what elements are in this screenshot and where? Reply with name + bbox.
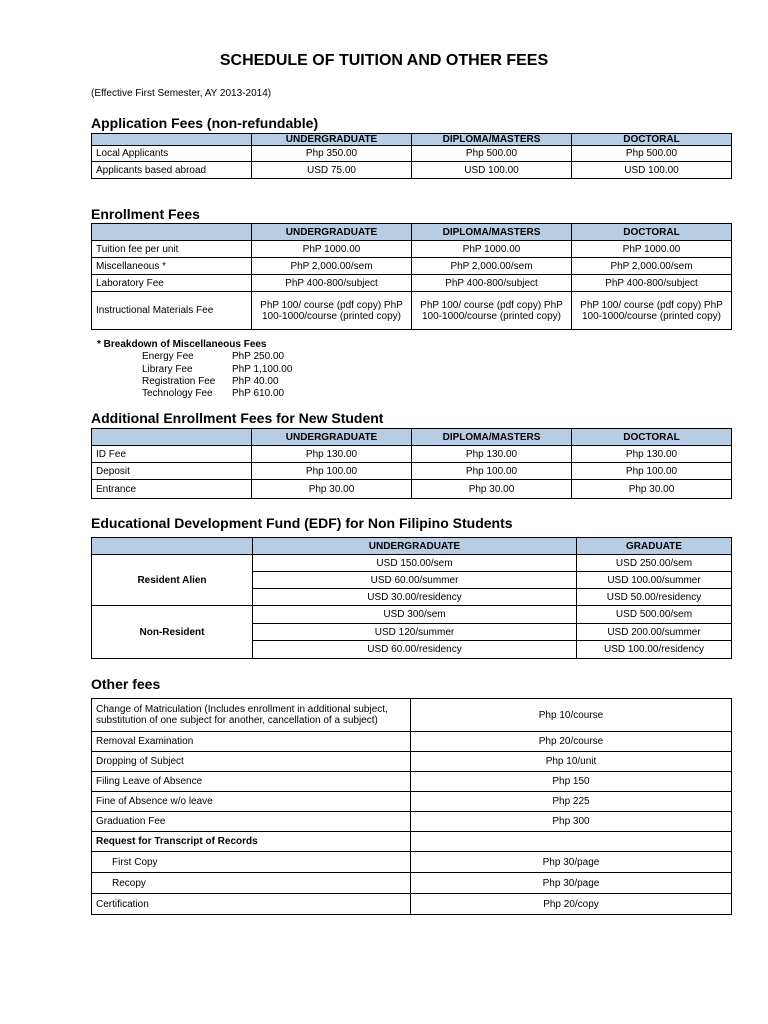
row-label: Request for Transcript of Records [92, 832, 411, 852]
fee-cell: USD 120/summer [253, 624, 577, 641]
list-item [97, 388, 292, 400]
application-fees-table [91, 133, 732, 179]
group-label: Non-Resident [92, 606, 253, 659]
breakdown-value: PhP 250.00 [232, 351, 285, 363]
fee-cell: Php 225 [411, 792, 732, 812]
fee-cell: PhP 2,000.00/sem [572, 258, 732, 275]
header-blank [92, 538, 253, 555]
edf-table [91, 537, 732, 659]
table-row [92, 480, 732, 499]
row-label: Deposit [92, 463, 252, 480]
table-row [92, 832, 732, 852]
fee-cell: Php 150 [411, 772, 732, 792]
misc-breakdown [97, 339, 292, 400]
table-row [92, 275, 732, 292]
fee-cell: PhP 100/ course (pdf copy) PhP 100-1000/course (printed copy) [252, 292, 412, 330]
fee-cell: PhP 1000.00 [572, 241, 732, 258]
page-title: SCHEDULE OF TUITION AND OTHER FEES [219, 52, 549, 69]
fee-cell: Php 300 [411, 812, 732, 832]
fee-cell: USD 100.00/residency [577, 641, 732, 659]
row-label: Tuition fee per unit [92, 241, 252, 258]
table-row [92, 606, 732, 624]
fee-cell: USD 50.00/residency [577, 589, 732, 606]
fee-cell: USD 300/sem [253, 606, 577, 624]
list-item [97, 376, 292, 388]
row-label: Laboratory Fee [92, 275, 252, 292]
row-label: Recopy [92, 873, 411, 894]
fee-cell: Php 30.00 [252, 480, 412, 499]
fee-cell: USD 200.00/summer [577, 624, 732, 641]
table-row [92, 772, 732, 792]
fee-cell: Php 130.00 [412, 446, 572, 463]
table-row [92, 852, 732, 873]
fee-cell: Php 100.00 [252, 463, 412, 480]
row-label: Fine of Absence w/o leave [92, 792, 411, 812]
table-row [92, 162, 732, 179]
row-label: Filing Leave of Absence [92, 772, 411, 792]
column-header: DOCTORAL [572, 224, 732, 241]
fee-cell: PhP 1000.00 [412, 241, 572, 258]
column-header: DIPLOMA/MASTERS [412, 134, 572, 146]
fee-cell: Php 10/unit [411, 752, 732, 772]
table-row [92, 292, 732, 330]
fee-cell: Php 20/course [411, 732, 732, 752]
fee-cell: PhP 100/ course (pdf copy) PhP 100-1000/course (printed copy) [572, 292, 732, 330]
other-fees-heading: Other fees [91, 676, 161, 692]
fee-cell: Php 130.00 [252, 446, 412, 463]
fee-cell: Php 100.00 [572, 463, 732, 480]
fee-cell: PhP 100/ course (pdf copy) PhP 100-1000/course (printed copy) [412, 292, 572, 330]
row-label: Entrance [92, 480, 252, 499]
table-row [92, 446, 732, 463]
table-row [92, 555, 732, 572]
breakdown-label: Technology Fee [142, 388, 213, 400]
fee-cell: Php 20/copy [411, 894, 732, 915]
column-header: DIPLOMA/MASTERS [412, 224, 572, 241]
group-label: Resident Alien [92, 555, 253, 606]
edf-heading: Educational Development Fund (EDF) for Non Filipino Students [91, 515, 513, 531]
row-label: Instructional Materials Fee [92, 292, 252, 330]
fee-cell: Php 130.00 [572, 446, 732, 463]
fee-cell [411, 832, 732, 852]
table-row [92, 752, 732, 772]
row-label: Change of Matriculation (Includes enrollment in additional subject, substitution of one subject for another, cancellation of a subject) [92, 699, 411, 732]
column-header: UNDERGRADUATE [252, 134, 412, 146]
enrollment-fees-table [91, 223, 732, 330]
breakdown-value: PhP 40.00 [232, 375, 279, 387]
fee-cell: Php 100.00 [412, 463, 572, 480]
row-label: Dropping of Subject [92, 752, 411, 772]
fee-cell: USD 60.00/residency [253, 641, 577, 659]
fee-cell: Php 10/course [411, 699, 732, 732]
table-row [92, 732, 732, 752]
fee-cell: PhP 2,000.00/sem [252, 258, 412, 275]
row-label: ID Fee [92, 446, 252, 463]
table-row [92, 146, 732, 162]
fee-cell: Php 30.00 [412, 480, 572, 499]
breakdown-heading: * Breakdown of Miscellaneous Fees [97, 339, 267, 350]
other-fees-table [91, 698, 732, 915]
enrollment-fees-heading: Enrollment Fees [91, 206, 200, 222]
header-blank [92, 134, 252, 146]
row-label: Miscellaneous * [92, 258, 252, 275]
table-row [92, 873, 732, 894]
application-fees-heading: Application Fees (non-refundable) [91, 115, 319, 131]
fee-cell: USD 100.00/summer [577, 572, 732, 589]
fee-cell: PhP 400-800/subject [412, 275, 572, 292]
table-row [92, 463, 732, 480]
effective-date: (Effective First Semester, AY 2013-2014) [91, 88, 272, 99]
table-row [92, 894, 732, 915]
row-label: Local Applicants [92, 146, 252, 162]
breakdown-label: Energy Fee [142, 351, 194, 363]
fee-cell: USD 150.00/sem [253, 555, 577, 572]
fee-cell: Php 30/page [411, 873, 732, 894]
column-header: DOCTORAL [572, 429, 732, 446]
fee-cell: Php 350.00 [252, 146, 412, 162]
fee-cell: PhP 400-800/subject [252, 275, 412, 292]
column-header: UNDERGRADUATE [252, 224, 412, 241]
fee-cell: Php 500.00 [412, 146, 572, 162]
fee-cell: USD 250.00/sem [577, 555, 732, 572]
list-item [97, 351, 292, 363]
additional-fees-table [91, 428, 732, 499]
row-label: Certification [92, 894, 411, 915]
row-label: Applicants based abroad [92, 162, 252, 179]
column-header: GRADUATE [577, 538, 732, 555]
row-label: First Copy [92, 852, 411, 873]
fee-cell: Php 500.00 [572, 146, 732, 162]
row-label: Removal Examination [92, 732, 411, 752]
fee-cell: Php 30.00 [572, 480, 732, 499]
additional-fees-heading: Additional Enrollment Fees for New Student [91, 410, 384, 426]
fee-cell: USD 500.00/sem [577, 606, 732, 624]
column-header: DIPLOMA/MASTERS [412, 429, 572, 446]
fee-cell: USD 60.00/summer [253, 572, 577, 589]
table-row [92, 241, 732, 258]
header-blank [92, 224, 252, 241]
breakdown-label: Registration Fee [142, 375, 216, 387]
fee-cell: USD 100.00 [572, 162, 732, 179]
breakdown-label: Library Fee [142, 363, 193, 375]
fee-cell: PhP 400-800/subject [572, 275, 732, 292]
table-row [92, 699, 732, 732]
fee-cell: PhP 2,000.00/sem [412, 258, 572, 275]
row-label: Graduation Fee [92, 812, 411, 832]
table-row [92, 258, 732, 275]
fee-cell: USD 100.00 [412, 162, 572, 179]
table-row [92, 792, 732, 812]
breakdown-value: PhP 1,100.00 [232, 363, 293, 375]
breakdown-value: PhP 610.00 [232, 388, 285, 400]
fee-cell: PhP 1000.00 [252, 241, 412, 258]
fee-cell: Php 30/page [411, 852, 732, 873]
column-header: UNDERGRADUATE [253, 538, 577, 555]
fee-cell: USD 75.00 [252, 162, 412, 179]
column-header: UNDERGRADUATE [252, 429, 412, 446]
column-header: DOCTORAL [572, 134, 732, 146]
list-item [97, 364, 292, 376]
header-blank [92, 429, 252, 446]
fee-cell: USD 30.00/residency [253, 589, 577, 606]
table-row [92, 812, 732, 832]
